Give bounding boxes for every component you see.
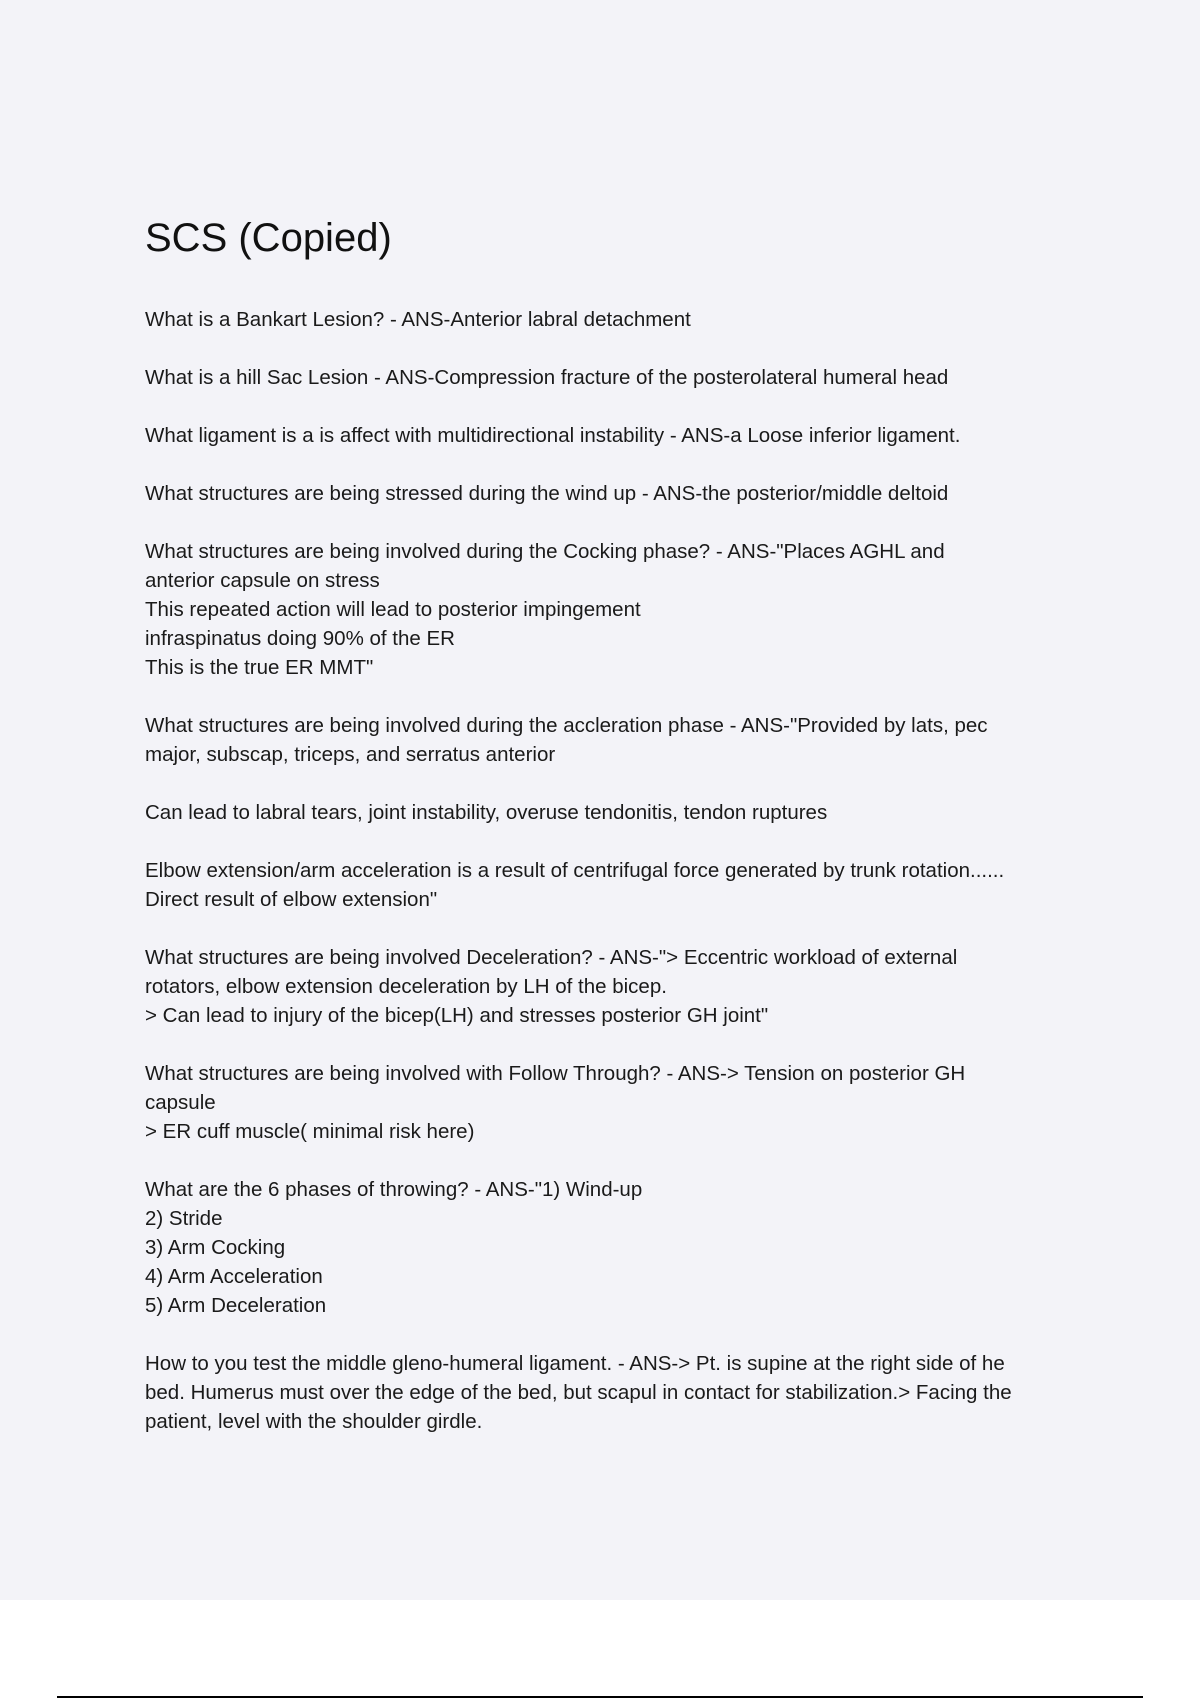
- page-divider: [57, 1696, 1143, 1698]
- qa-line: Direct result of elbow extension": [145, 888, 438, 911]
- qa-line: 4) Arm Acceleration: [145, 1265, 323, 1288]
- qa-entry: [145, 537, 1095, 682]
- qa-entry: [145, 1349, 1095, 1436]
- qa-line: Elbow extension/arm acceleration is a result of centrifugal force generated by trunk rotation......: [145, 859, 1005, 882]
- qa-line: What structures are being stressed during the wind up - ANS-the posterior/middle deltoid: [145, 482, 949, 505]
- qa-entry: [145, 711, 1095, 769]
- qa-line: What structures are being involved with Follow Through? - ANS-> Tension on posterior GH: [145, 1062, 966, 1085]
- qa-entry: [145, 479, 1095, 508]
- qa-line: > ER cuff muscle( minimal risk here): [145, 1120, 475, 1143]
- qa-line: rotators, elbow extension deceleration by LH of the bicep.: [145, 975, 667, 998]
- qa-line: What are the 6 phases of throwing? - ANS-"1) Wind-up: [145, 1178, 643, 1201]
- qa-line: How to you test the middle gleno-humeral ligament. - ANS-> Pt. is supine at the right side of he: [145, 1352, 1005, 1375]
- qa-line: What ligament is a is affect with multidirectional instability - ANS-a Loose inferior ligament.: [145, 424, 961, 447]
- qa-line: What structures are being involved Deceleration? - ANS-"> Eccentric workload of external: [145, 946, 958, 969]
- qa-line: What structures are being involved during the Cocking phase? - ANS-"Places AGHL and: [145, 540, 945, 563]
- qa-entry: [145, 305, 1095, 334]
- qa-line: 2) Stride: [145, 1207, 223, 1230]
- qa-line: patient, level with the shoulder girdle.: [145, 1410, 483, 1433]
- qa-line: 3) Arm Cocking: [145, 1236, 286, 1259]
- qa-line: What is a Bankart Lesion? - ANS-Anterior labral detachment: [145, 308, 691, 331]
- qa-entry: [145, 363, 1095, 392]
- qa-entry: [145, 1059, 1095, 1146]
- qa-line: This is the true ER MMT": [145, 656, 374, 679]
- qa-line: > Can lead to injury of the bicep(LH) and stresses posterior GH joint": [145, 1004, 769, 1027]
- qa-line: major, subscap, triceps, and serratus anterior: [145, 743, 556, 766]
- qa-line: What is a hill Sac Lesion - ANS-Compression fracture of the posterolateral humeral head: [145, 366, 949, 389]
- qa-line: 5) Arm Deceleration: [145, 1294, 327, 1317]
- qa-line: anterior capsule on stress: [145, 569, 380, 592]
- qa-entry: [145, 421, 1095, 450]
- qa-line: What structures are being involved during the accleration phase - ANS-"Provided by lats, pec: [145, 714, 988, 737]
- qa-line: bed. Humerus must over the edge of the bed, but scapul in contact for stabilization.> Facing the: [145, 1381, 1012, 1404]
- page-title: SCS (Copied): [145, 216, 392, 260]
- qa-entry: [145, 1175, 1095, 1320]
- qa-line: capsule: [145, 1091, 216, 1114]
- qa-line: Can lead to labral tears, joint instability, overuse tendonitis, tendon ruptures: [145, 801, 828, 824]
- qa-line: infraspinatus doing 90% of the ER: [145, 627, 455, 650]
- qa-list: [145, 305, 1095, 1436]
- document-content: [145, 212, 1095, 1465]
- qa-entry: [145, 798, 1095, 827]
- qa-entry: [145, 943, 1095, 1030]
- qa-entry: [145, 856, 1095, 914]
- qa-line: This repeated action will lead to posterior impingement: [145, 598, 641, 621]
